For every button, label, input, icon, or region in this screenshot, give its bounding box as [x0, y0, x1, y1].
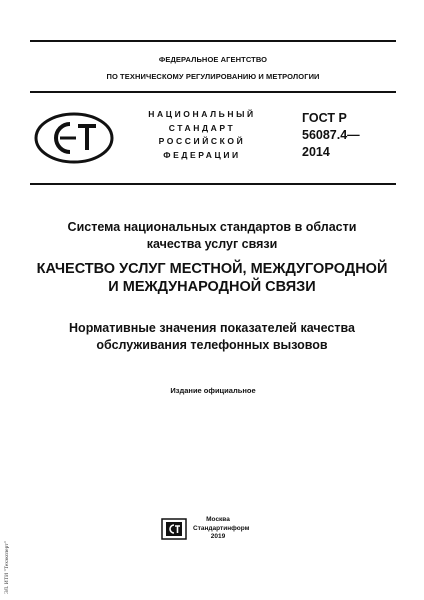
- side-note-text: ЭЛ. ИТИ "Техэксперт": [4, 541, 10, 594]
- series-title-line-2: качества услуг связи: [146, 236, 278, 251]
- gost-r-emblem-icon: [34, 112, 114, 164]
- agency-line-2: ПО ТЕХНИЧЕСКОМУ РЕГУЛИРОВАНИЮ И МЕТРОЛОГИИ: [106, 72, 320, 81]
- national-standard-line-1: НАЦИОНАЛЬНЫЙ: [148, 109, 256, 119]
- edition-label: Издание официальное: [170, 386, 256, 395]
- standard-designation: [302, 110, 360, 161]
- agency-line-1: ФЕДЕРАЛЬНОЕ АГЕНТСТВО: [158, 55, 268, 64]
- main-title-line-1: КАЧЕСТВО УСЛУГ МЕСТНОЙ, МЕЖДУГОРОДНОЙ: [36, 261, 388, 277]
- designation-line-3: 2014: [302, 145, 330, 159]
- national-standard-line-2: СТАНДАРТ: [168, 122, 236, 133]
- header-rule: [30, 91, 396, 93]
- publisher-city: Москва: [206, 516, 230, 523]
- standartinform-logo-icon: [161, 518, 187, 540]
- national-standard-block: [132, 108, 272, 162]
- subtitle-line-2: обслуживания телефонных вызовов: [96, 337, 328, 352]
- designation-line-1: ГОСТ Р: [302, 111, 347, 125]
- emblem-rule: [30, 183, 396, 185]
- subtitle: [20, 320, 404, 353]
- publisher-name: Стандартинформ: [193, 524, 250, 532]
- top-rule: [30, 40, 396, 42]
- main-title-line-2: И МЕЖДУНАРОДНОЙ СВЯЗИ: [108, 279, 316, 295]
- designation-line-2: 56087.4—: [302, 128, 360, 142]
- series-title-line-1: Система национальных стандартов в области: [67, 220, 357, 234]
- series-title: [20, 219, 404, 252]
- publisher-block: [193, 516, 250, 542]
- subtitle-line-1: Нормативные значения показателей качества: [69, 321, 355, 335]
- main-title: [20, 260, 404, 296]
- publisher-year: 2019: [210, 533, 226, 540]
- side-note: [2, 520, 14, 594]
- national-standard-line-4: ФЕДЕРАЦИИ: [163, 149, 241, 160]
- national-standard-line-3: РОССИЙСКОЙ: [158, 136, 246, 146]
